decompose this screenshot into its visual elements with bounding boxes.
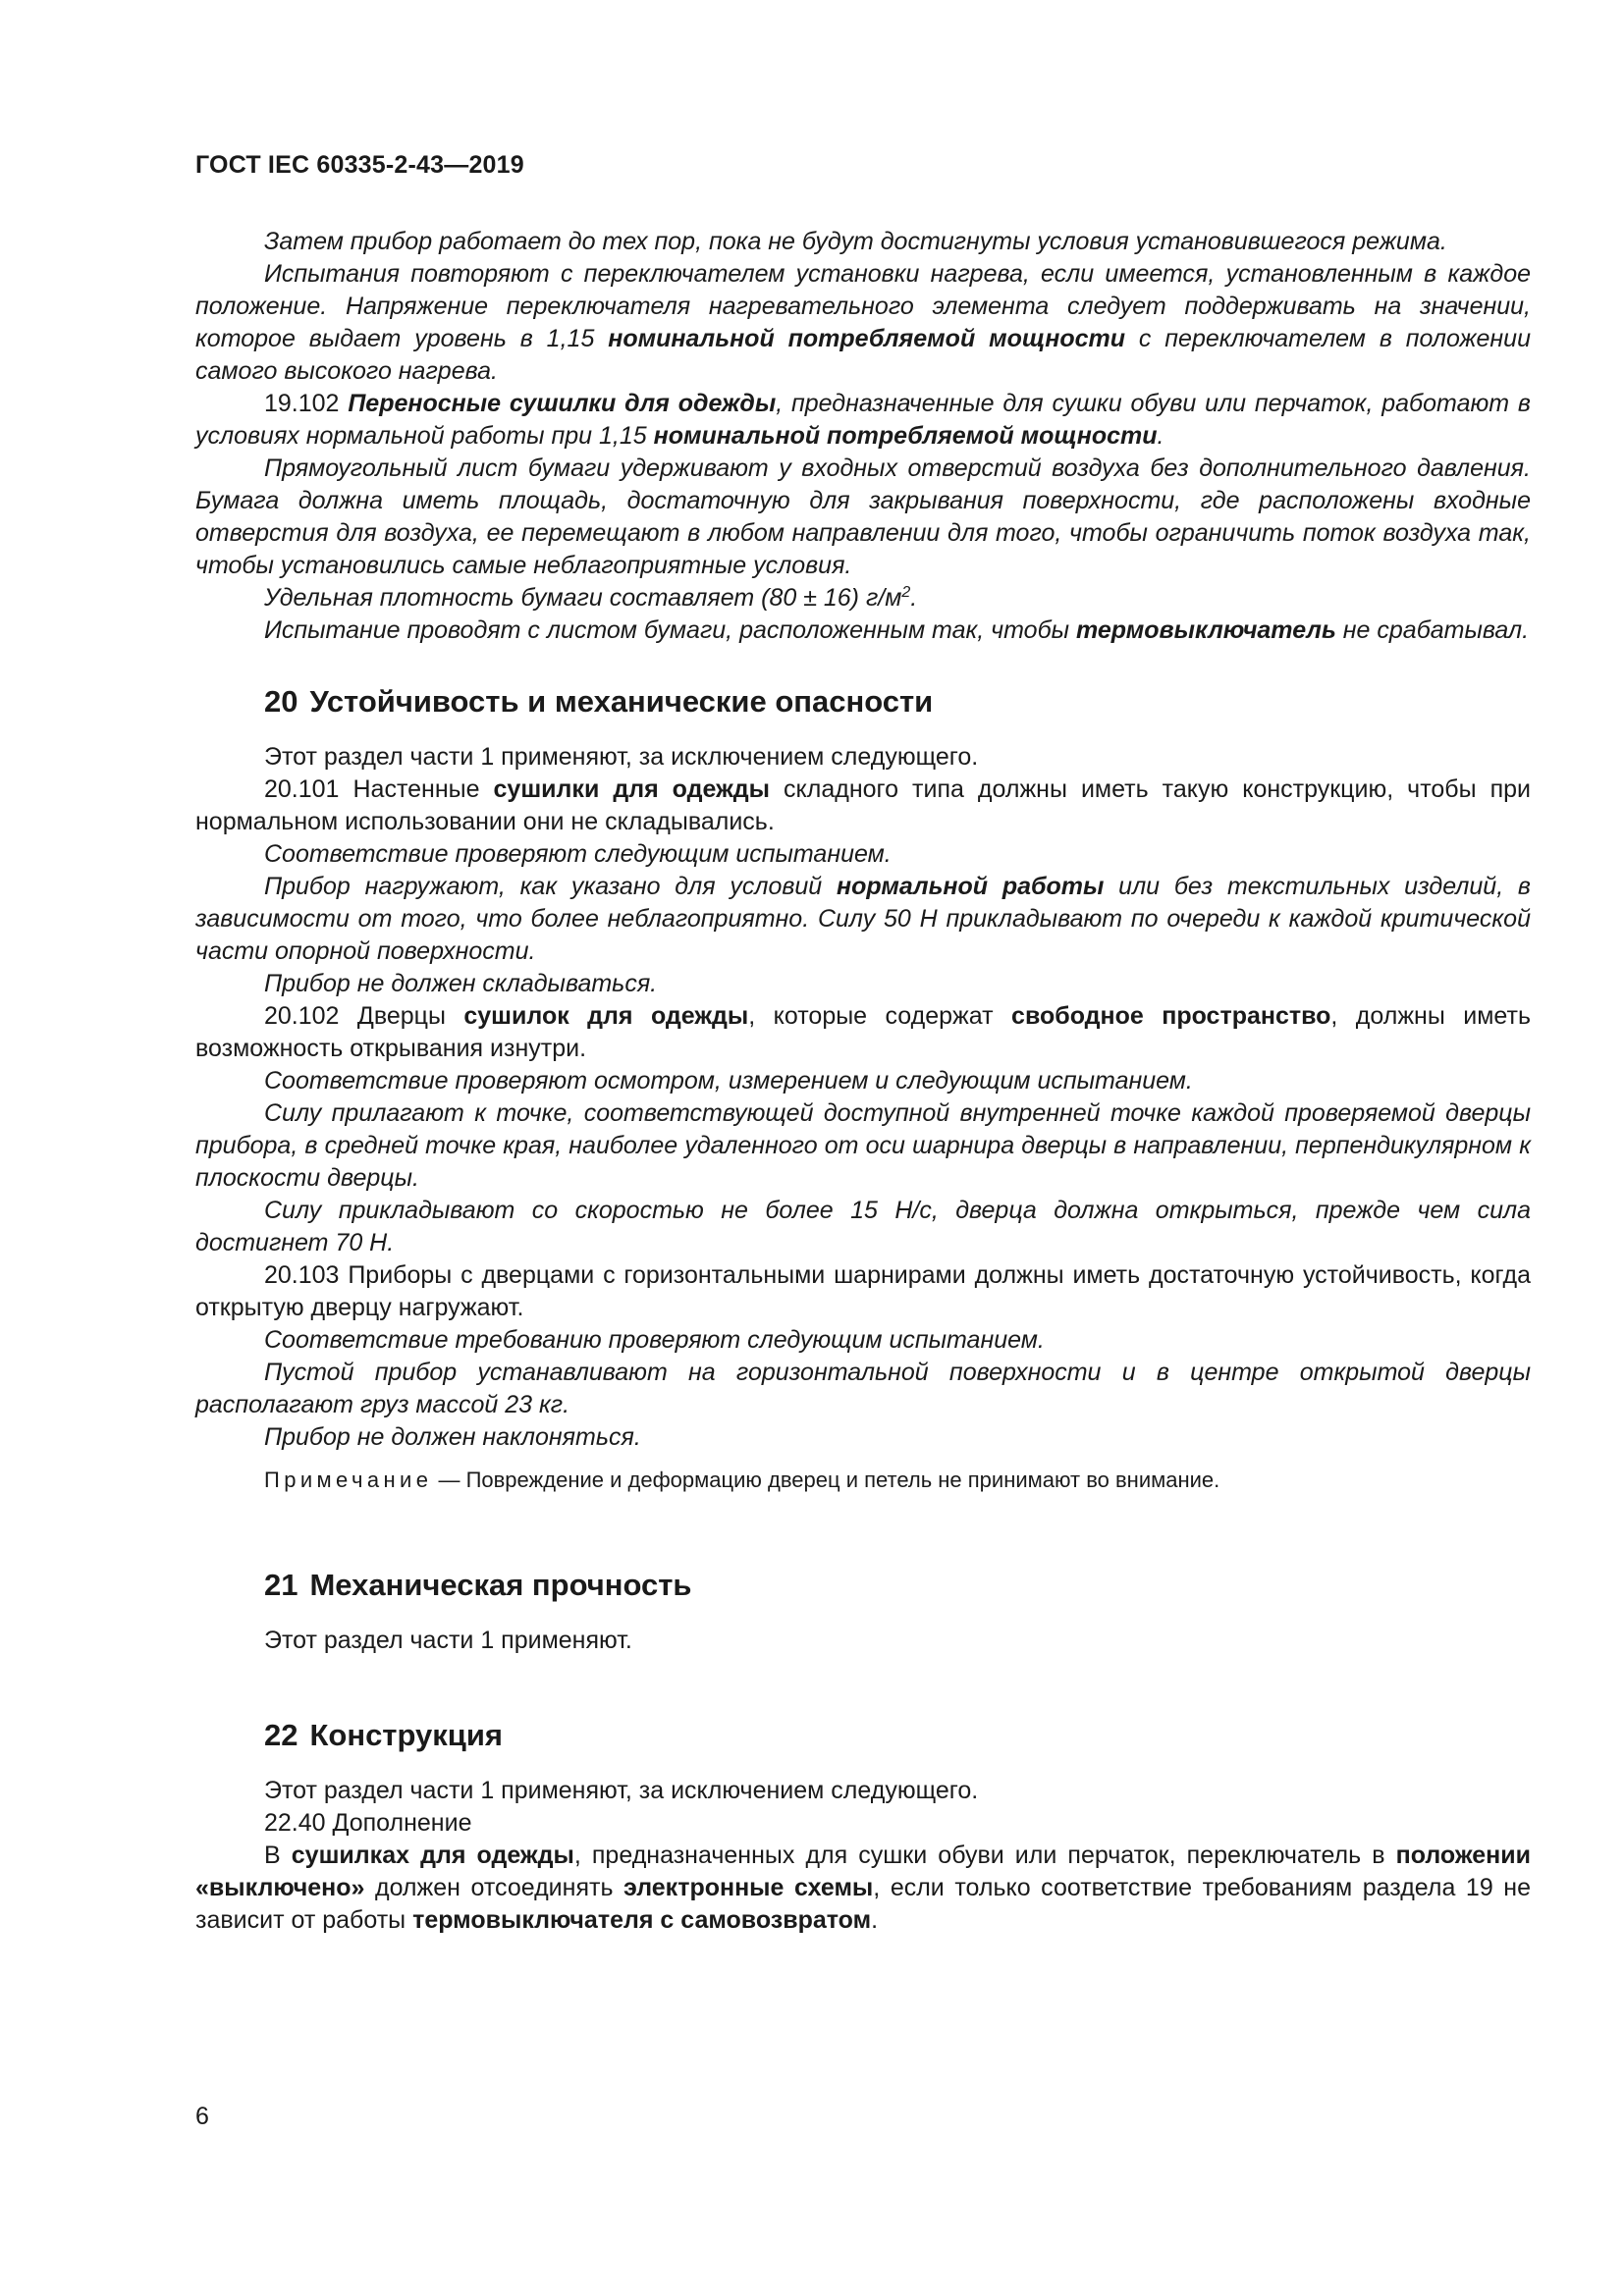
defined-term: номинальной потребляемой мощности xyxy=(653,422,1158,450)
paragraph xyxy=(195,1421,1531,1454)
text-run: 20.102 Дверцы xyxy=(264,1002,464,1030)
defined-term: сушилках для одежды xyxy=(291,1842,574,1869)
defined-term: термовыключателя с самовозвратом xyxy=(412,1906,872,1934)
text-run: Прямоугольный лист бумаги удерживают у входных отверстий воздуха без дополнительного давления. Бумага должна иметь площадь, достаточную для закрывания поверхности, где расположены входные отверстия для воздуха, ее перемещают в любом направлении для того, чтобы ограничить поток воздуха так, чтобы установились самые неблагоприятные условия. xyxy=(195,454,1531,579)
text-run: , предназначенные для сушки обуви или перчаток, работают в условиях нормальной работы при 1,15 xyxy=(195,390,1531,450)
text-run: Соответствие требованию проверяют следующим испытанием. xyxy=(264,1326,1045,1354)
paragraph xyxy=(195,226,1531,258)
paragraph xyxy=(195,1625,1531,1657)
section-heading-22 xyxy=(195,1716,1531,1755)
text-run: В xyxy=(264,1842,292,1869)
paragraph xyxy=(195,838,1531,871)
defined-term: термовыключатель xyxy=(1075,616,1336,644)
text-run: Прибор нагружают, как указано для условий xyxy=(264,873,838,900)
text-run: 20.101 Настенные xyxy=(264,775,494,803)
text-run: . xyxy=(910,584,918,612)
section-heading-21 xyxy=(195,1566,1531,1605)
paragraph xyxy=(195,388,1531,453)
text-run: Соответствие проверяют осмотром, измерением и следующим испытанием. xyxy=(264,1067,1193,1095)
paragraph xyxy=(195,614,1531,647)
text-run: . xyxy=(871,1906,879,1934)
defined-term: свободное пространство xyxy=(1011,1002,1331,1030)
note-label: Примечание xyxy=(264,1468,433,1492)
text-run: Испытания повторяют с переключателем установки нагрева, если имеется, установленным в каждое положение. Напряжение переключателя нагревательного элемента следует поддерживать на значении, которое выдает уровень в 1,15 xyxy=(195,260,1531,352)
paragraph xyxy=(195,1097,1531,1195)
paragraph xyxy=(195,968,1531,1000)
paragraph xyxy=(195,1840,1531,1937)
text-run: Силу прикладывают со скоростью не более 15 Н/с, дверца должна открыться, прежде чем сила достигнет 70 Н. xyxy=(195,1197,1531,1256)
defined-term: Переносные сушилки для одежды xyxy=(348,390,777,417)
paragraph xyxy=(195,774,1531,838)
section-title: Устойчивость и механические опасности xyxy=(309,684,934,719)
text-run: Этот раздел части 1 применяют, за исключением следующего. xyxy=(264,743,979,771)
document-body xyxy=(195,226,1531,1937)
paragraph xyxy=(195,1807,1531,1840)
section-title: Конструкция xyxy=(309,1718,503,1752)
text-run: не срабатывал. xyxy=(1335,616,1530,644)
text-run: складного типа должны иметь такую конструкцию, чтобы при нормальном использовании они не складывались. xyxy=(195,775,1531,835)
document-code-header: ГОСТ IEC 60335-2-43—2019 xyxy=(195,151,524,179)
text-run: 19.102 xyxy=(264,390,349,417)
paragraph xyxy=(195,582,1531,614)
paragraph xyxy=(195,258,1531,388)
text-run: , предназначенных для сушки обуви или перчаток, переключатель в xyxy=(573,1842,1396,1869)
text-run: Силу прилагают к точке, соответствующей доступной внутренней точке каждой проверяемой дверцы прибора, в средней точке края, наиболее удаленного от оси шарнира дверцы в направлении, перпендикулярном к плоскости дверцы. xyxy=(195,1099,1531,1192)
note xyxy=(195,1466,1531,1495)
text-run: Пустой прибор устанавливают на горизонтальной поверхности и в центре открытой дверцы располагают груз массой 23 кг. xyxy=(195,1359,1531,1418)
defined-term: сушилок для одежды xyxy=(463,1002,749,1030)
text-run: должен отсоединять xyxy=(364,1874,624,1901)
defined-term: положении «выключено» xyxy=(195,1842,1531,1901)
paragraph xyxy=(195,1065,1531,1097)
paragraph xyxy=(195,453,1531,582)
page-number: 6 xyxy=(195,2103,209,2130)
paragraph xyxy=(195,1357,1531,1421)
defined-term: сушилки для одежды xyxy=(493,775,771,803)
note-text: — Повреждение и деформацию дверец и петель не принимают во внимание. xyxy=(432,1468,1220,1492)
text-run: Соответствие проверяют следующим испытанием. xyxy=(264,840,892,868)
text-run: с переключателем в положении самого высокого нагрева. xyxy=(195,325,1531,385)
text-run: , должны иметь возможность открывания изнутри. xyxy=(195,1002,1531,1062)
text-run: Удельная плотность бумаги составляет (80 ± 16) г/м xyxy=(264,584,902,612)
paragraph xyxy=(195,1195,1531,1259)
paragraph xyxy=(195,1324,1531,1357)
text-run: Прибор не должен складываться. xyxy=(264,970,658,997)
paragraph xyxy=(195,871,1531,968)
section-number: 22 xyxy=(264,1718,298,1752)
text-run: Прибор не должен наклоняться. xyxy=(264,1423,641,1451)
text-run: Затем прибор работает до тех пор, пока не будут достигнуты условия установившегося режима. xyxy=(264,228,1447,255)
paragraph xyxy=(195,741,1531,774)
section-title: Механическая прочность xyxy=(309,1568,692,1602)
defined-term: электронные схемы xyxy=(623,1874,874,1901)
defined-term: нормальной работы xyxy=(837,873,1105,900)
text-run: , которые содержат xyxy=(748,1002,1012,1030)
section-number: 20 xyxy=(264,684,298,719)
section-number: 21 xyxy=(264,1568,298,1602)
text-run: Этот раздел части 1 применяют. xyxy=(264,1627,632,1654)
text-run: 22.40 Дополнение xyxy=(264,1809,472,1837)
paragraph xyxy=(195,1775,1531,1807)
section-heading-20 xyxy=(195,682,1531,721)
paragraph xyxy=(195,1259,1531,1324)
text-run: Испытание проводят с листом бумаги, расположенным так, чтобы xyxy=(264,616,1076,644)
text-run: Этот раздел части 1 применяют, за исключением следующего. xyxy=(264,1777,979,1804)
text-run: или без текстильных изделий, в зависимости от того, что более неблагоприятно. Силу 50 Н прикладывают по очереди к каждой критической части опорной поверхности. xyxy=(195,873,1531,965)
text-run: , если только соответствие требованиям раздела 19 не зависит от работы xyxy=(195,1874,1532,1934)
text-run: 20.103 Приборы с дверцами с горизонтальными шарнирами должны иметь достаточную устойчивость, когда открытую дверцу нагружают. xyxy=(195,1261,1531,1321)
defined-term: номинальной потребляемой мощности xyxy=(608,325,1126,352)
superscript: 2 xyxy=(901,584,911,601)
text-run: . xyxy=(1157,422,1164,450)
paragraph xyxy=(195,1000,1531,1065)
